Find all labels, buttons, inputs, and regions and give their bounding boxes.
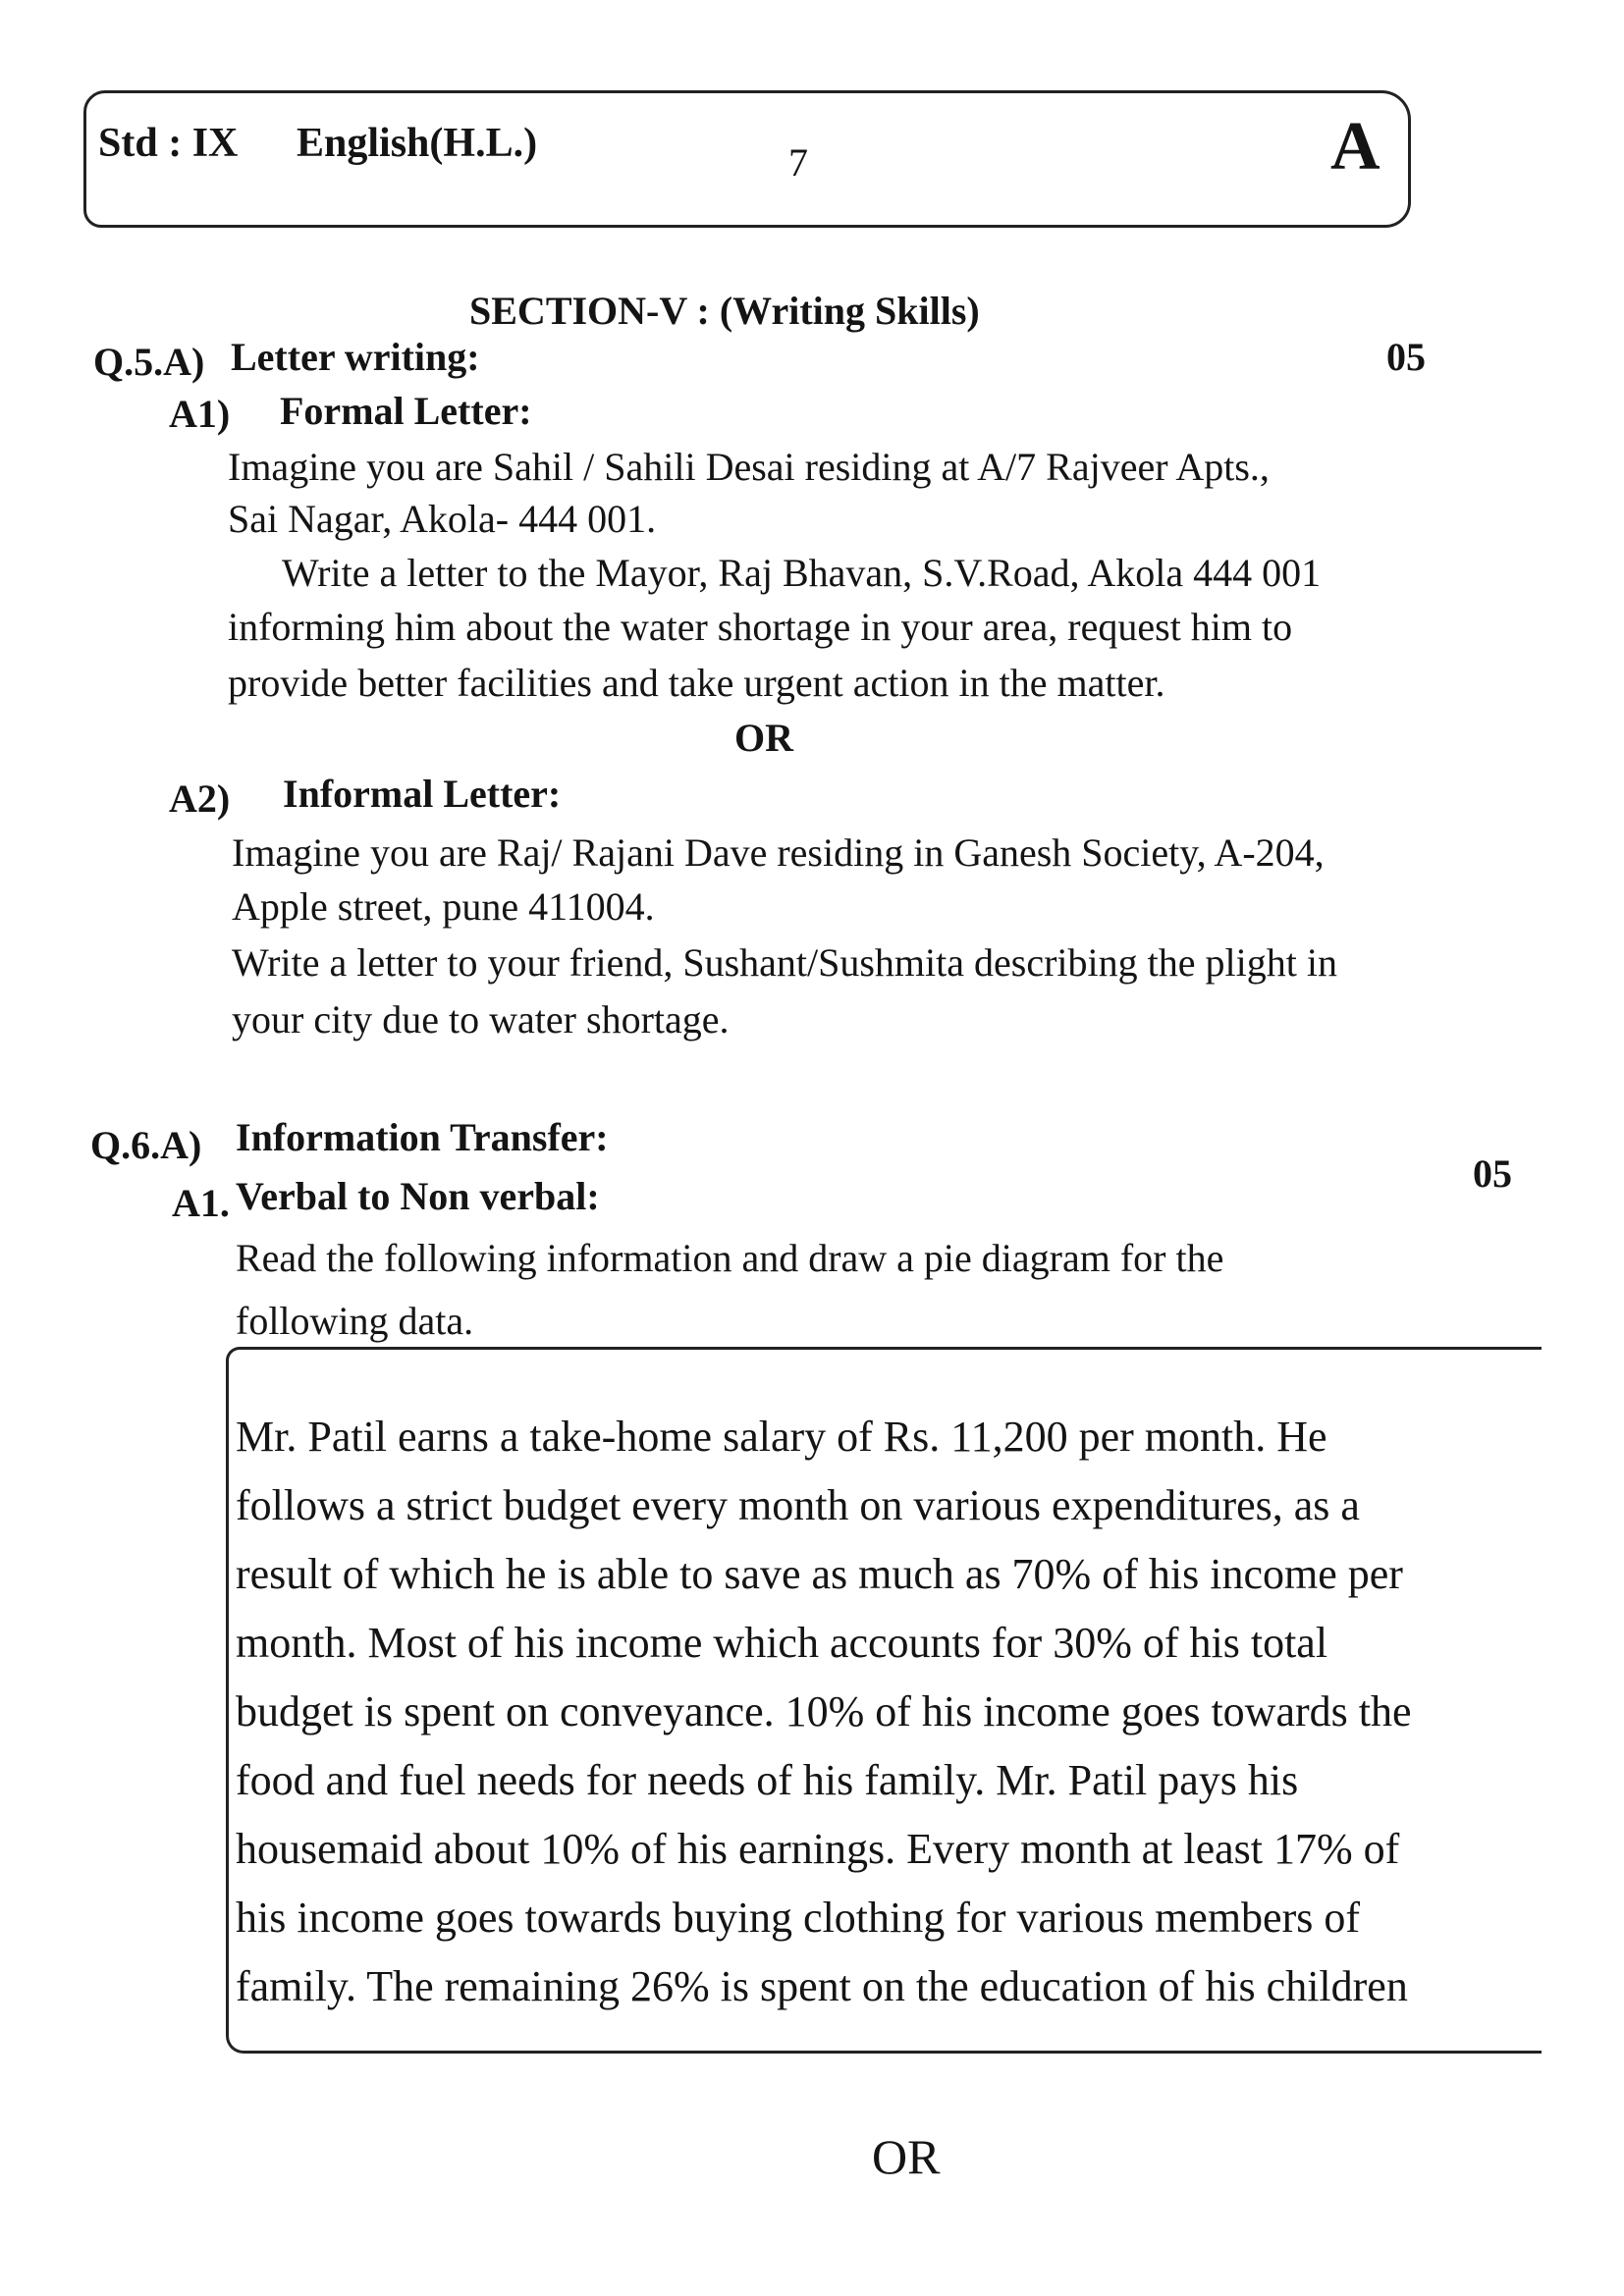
question-set-label: A <box>1330 109 1380 185</box>
info-box-line: Mr. Patil earns a take-home salary of Rs. 11,200 per month. He <box>236 1413 1327 1461</box>
final-or-label: OR <box>872 2129 941 2184</box>
q5-or-label: OR <box>734 716 793 760</box>
q5-a2-line: Apple street, pune 411004. <box>232 884 655 929</box>
q5-marks: 05 <box>1386 335 1426 379</box>
header-box <box>83 90 1411 228</box>
q6-a1-line: Read the following information and draw a pie diagram for the <box>236 1236 1224 1280</box>
q5-a2-line: Imagine you are Raj/ Rajani Dave residing in Ganesh Society, A-204, <box>232 830 1325 875</box>
info-box-line: his income goes towards buying clothing for various members of <box>236 1894 1361 1942</box>
info-box-line: budget is spent on conveyance. 10% of his income goes towards the <box>236 1687 1412 1735</box>
q5-title: Letter writing: <box>231 335 480 379</box>
q6-label: Q.6.A) <box>90 1123 202 1167</box>
info-box-line: family. The remaining 26% is spent on the education of his children <box>236 1962 1408 2010</box>
q5-a1-line: Imagine you are Sahil / Sahili Desai residing at A/7 Rajveer Apts., <box>228 445 1270 489</box>
info-box-line: month. Most of his income which accounts for 30% of his total <box>236 1619 1328 1667</box>
q5-a1-line: informing him about the water shortage in your area, request him to <box>228 605 1293 649</box>
q6-marks: 05 <box>1473 1151 1512 1196</box>
q6-a1-label: A1. <box>172 1181 230 1225</box>
section-title: SECTION-V : (Writing Skills) <box>469 289 980 333</box>
standard-label: Std : IX <box>98 121 239 166</box>
info-box-line: result of which he is able to save as much as 70% of his income per <box>236 1550 1403 1598</box>
q5-a1-title: Formal Letter: <box>280 389 532 433</box>
q6-a1-title: Verbal to Non verbal: <box>236 1174 600 1218</box>
info-box-line: food and fuel needs for needs of his family. Mr. Patil pays his <box>236 1756 1299 1804</box>
q5-a2-line: your city due to water shortage. <box>232 997 730 1041</box>
q5-a2-title: Informal Letter: <box>283 772 562 816</box>
info-box-line: follows a strict budget every month on various expenditures, as a <box>236 1481 1360 1529</box>
q6-a1-line: following data. <box>236 1299 474 1343</box>
q5-a1-label: A1) <box>169 392 231 436</box>
q5-a1-line: Sai Nagar, Akola- 444 001. <box>228 497 657 541</box>
q5-a1-line: Write a letter to the Mayor, Raj Bhavan, S.V.Road, Akola 444 001 <box>282 551 1322 595</box>
q6-title: Information Transfer: <box>236 1115 609 1159</box>
q5-a1-line: provide better facilities and take urgent action in the matter. <box>228 661 1165 705</box>
q5-a2-line: Write a letter to your friend, Sushant/Sushmita describing the plight in <box>232 940 1337 985</box>
page-number: 7 <box>788 140 808 185</box>
q5-a2-label: A2) <box>169 776 231 821</box>
q5-label: Q.5.A) <box>93 340 205 384</box>
info-box-line: housemaid about 10% of his earnings. Every month at least 17% of <box>236 1825 1400 1873</box>
subject-label: English(H.L.) <box>297 121 538 166</box>
